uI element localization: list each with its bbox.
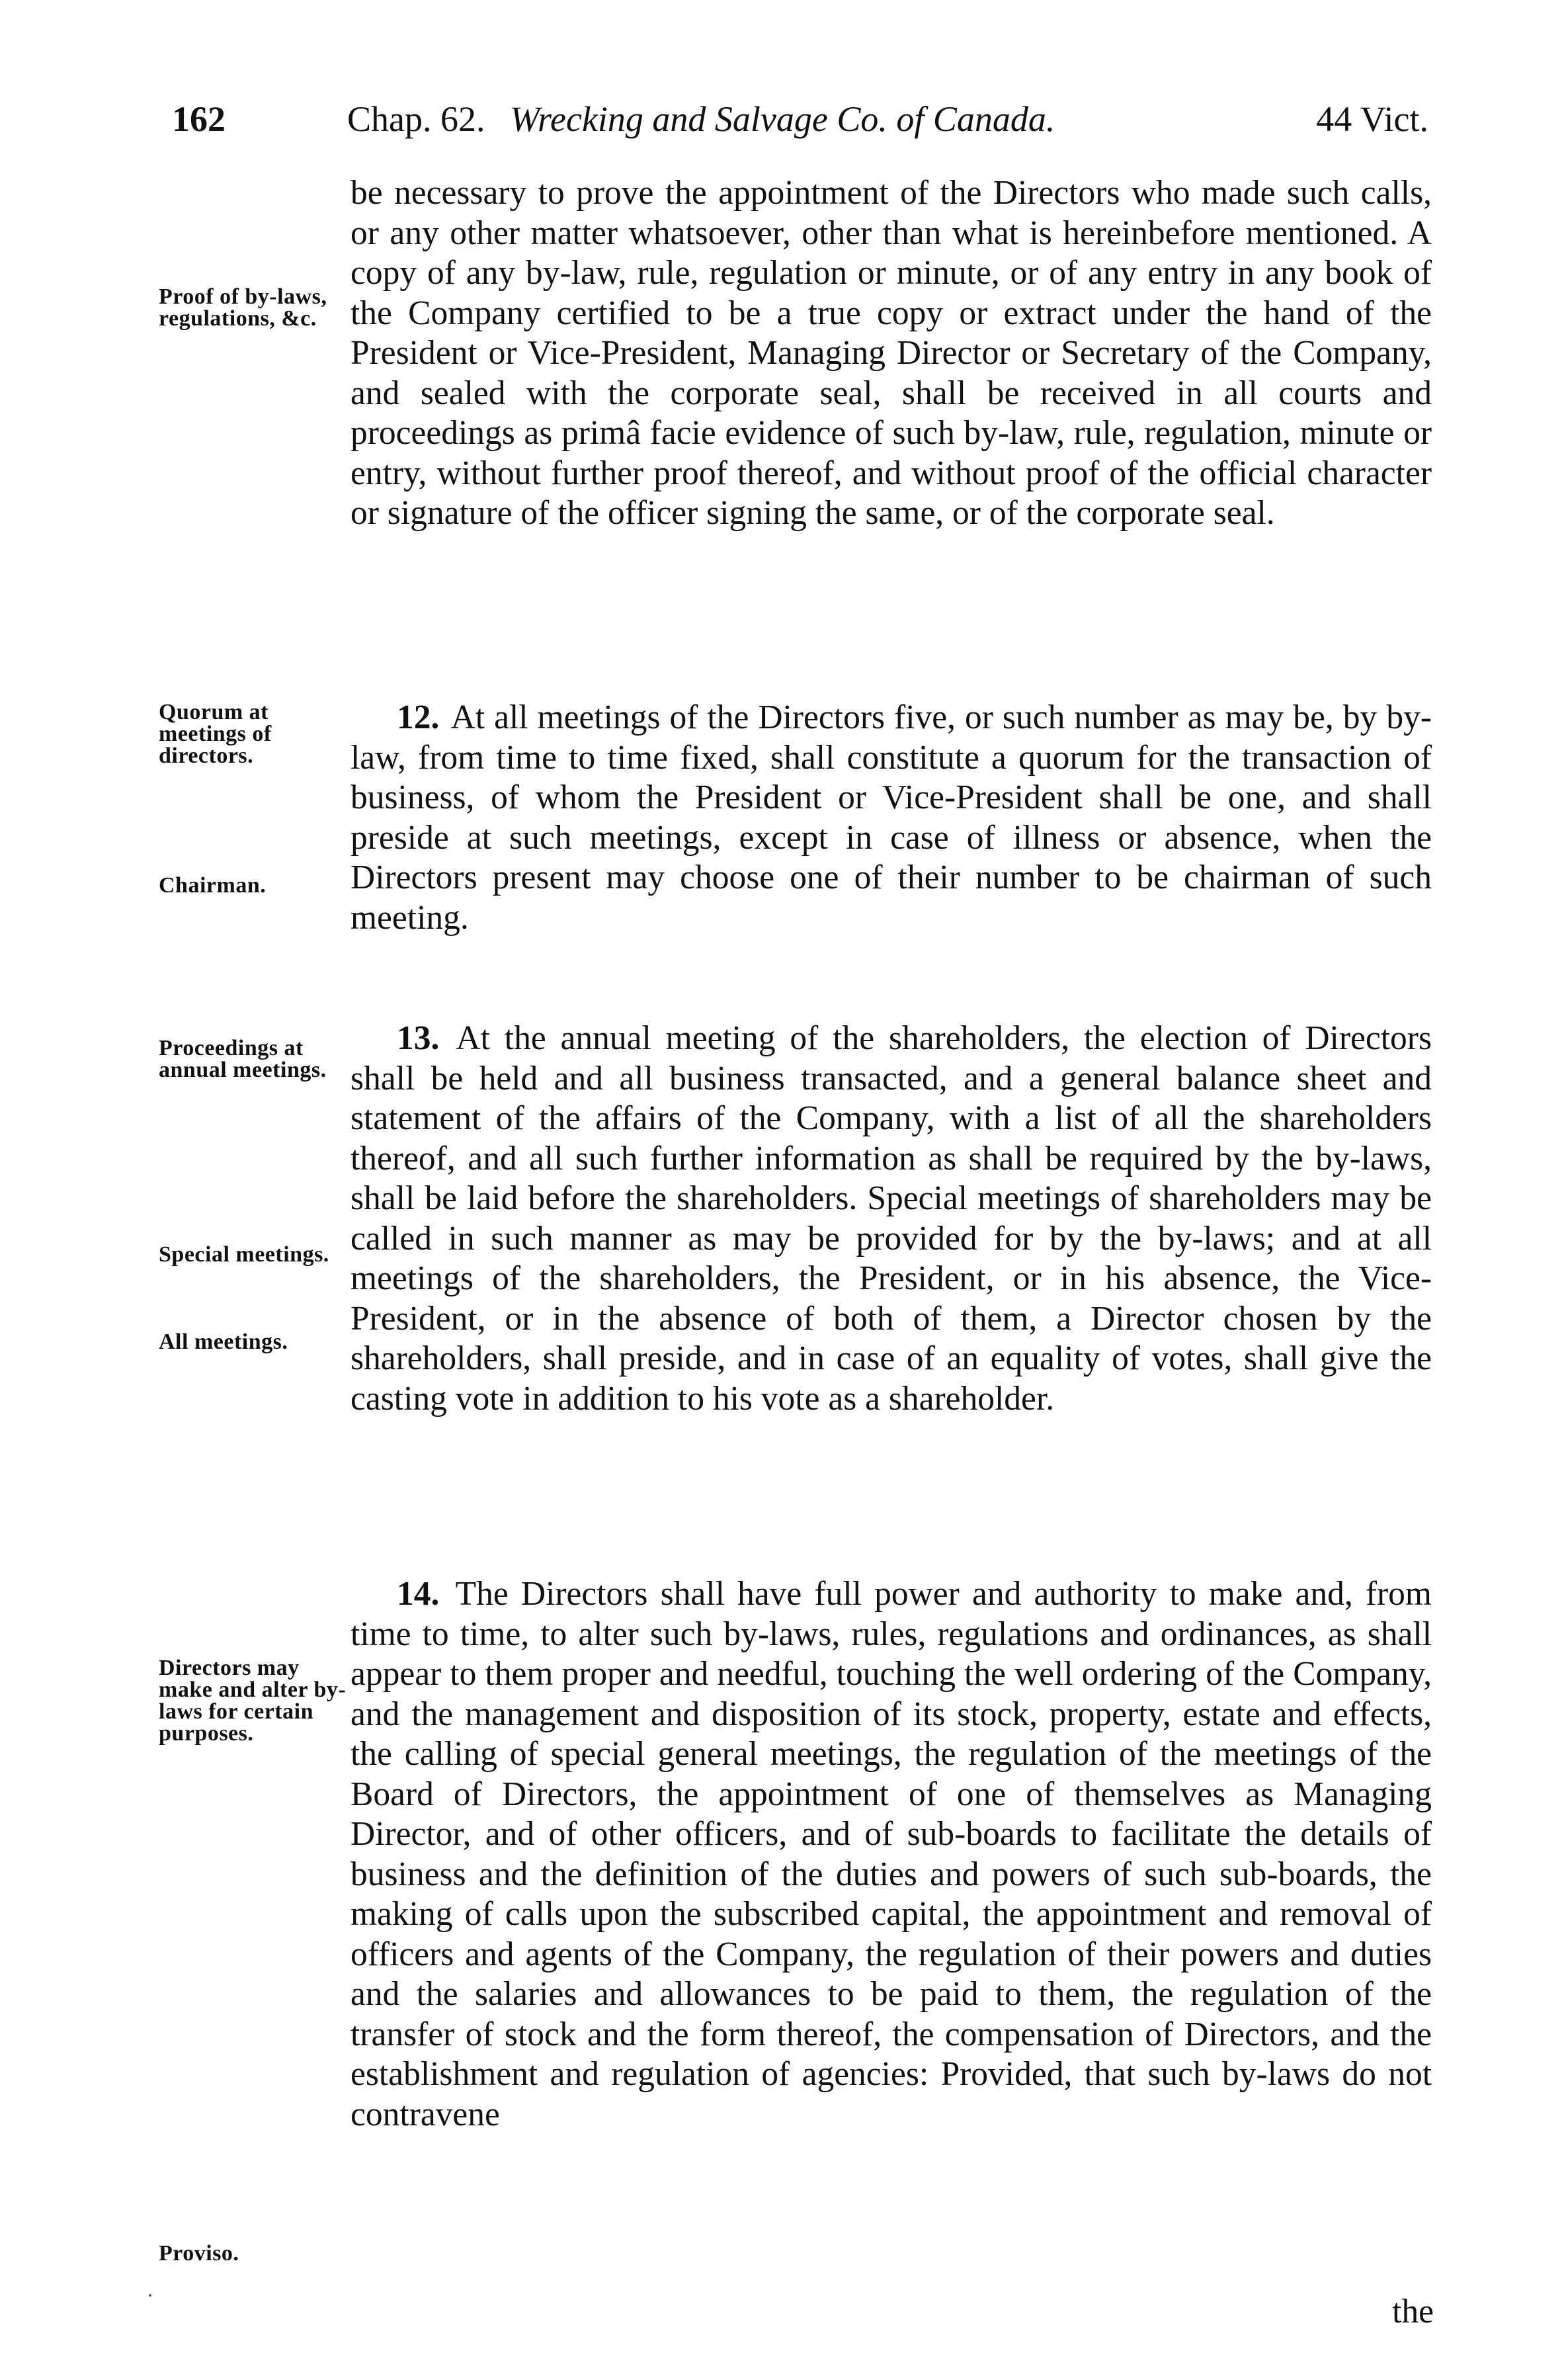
sidenote-proof-of-bylaws: Proof of by-laws, regulations, &c. xyxy=(159,284,327,331)
running-title xyxy=(347,89,1055,149)
running-header xyxy=(172,89,1428,149)
stray-ink-mark xyxy=(149,2294,151,2297)
act-title: Wrecking and Salvage Co. of Canada. xyxy=(510,99,1055,139)
section-13 xyxy=(350,1019,1432,1419)
sidenote-all-meetings: All meetings. xyxy=(159,1330,288,1354)
sidenote-proviso: Proviso. xyxy=(159,2241,239,2266)
chapter-label: Chap. 62. xyxy=(347,99,485,139)
page-number: 162 xyxy=(172,99,226,139)
section-11-continuation: be necessary to prove the appointment of the Directors who made such calls, or any other matter whatsoever, other than what is hereinbefore mentioned. A copy of any by-law, rule, regulation or minute, or of any entry in any book of the Company certified to be a true copy or extract under the hand of the President or Vice-President, Managing Director or Secretary of the Company, and sealed with the corporate seal, shall be received in all courts and proceedings as primâ facie evidence of such by-law, rule, regulation, minute or entry, without further proof thereof, and without proof of the official character or signature of the officer signing the same, or of the corporate seal. xyxy=(350,174,1432,532)
section-14-text: The Directors shall have full power and authority to make and, from time to time, to alter such by-laws, rules, regulations and ordinances, as shall appear to them proper and needful, touching the well ordering of the Company, and the management and disposition of its stock, property, estate and effects, the calling of special general meetings, the regulation of the meetings of the Board of Directors, the appointment of one of themselves as Managing Director, and of other officers, and of sub-boards to facilitate the details of business and the definition of the duties and powers of such sub-boards, the making of calls upon the subscribed capital, the appointment and removal of officers and agents of the Company, the regulation of their powers and duties and the salaries and allowances to be paid to them, the regulation of the transfer of stock and the form thereof, the compensation of Directors, and the establishment and regulation of agencies: Provided, that such by-laws do not contravene xyxy=(350,1575,1432,2133)
sidenote-directors-bylaws: Directors may make and alter by-laws for certain purposes. xyxy=(159,1656,347,1746)
section-12-number: 12. xyxy=(397,699,440,736)
section-14 xyxy=(350,1574,1432,2135)
sidenote-proceedings: Proceedings at annual meetings. xyxy=(159,1036,327,1082)
section-14-number: 14. xyxy=(397,1575,440,1613)
sidenote-quorum: Quorum at meetings of directors. xyxy=(159,700,272,768)
regnal-year: 44 Vict. xyxy=(1316,99,1428,139)
section-12 xyxy=(350,698,1432,938)
catchword: the xyxy=(1392,2293,1434,2330)
section-12-text: At all meetings of the Directors five, or such number as may be, by by-law, from time to time fixed, shall constitute a quorum for the transaction of business, of whom the President or Vice-President shall be one, and shall preside at such meetings, except in case of illness or absence, when the Directors present may choose one of their number to be chairman of such meeting. xyxy=(350,699,1432,937)
sidenote-special-meetings: Special meetings. xyxy=(159,1242,329,1267)
section-13-number: 13. xyxy=(397,1019,440,1057)
section-13-text: At the annual meeting of the shareholders, the election of Directors shall be held and all business transacted, and a general balance sheet and statement of the affairs of the Company, with a list of all the shareholders thereof, and all such further information as shall be required by the by-laws, shall be laid before the shareholders. Special meetings of shareholders may be called in such manner as may be provided for by the by-laws; and at all meetings of the shareholders, the President, or in his absence, the Vice-President, or in the absence of both of them, a Director chosen by the shareholders, shall preside, and in case of an equality of votes, shall give the casting vote in addition to his vote as a shareholder. xyxy=(350,1019,1432,1418)
sidenote-chairman: Chairman. xyxy=(159,873,267,898)
